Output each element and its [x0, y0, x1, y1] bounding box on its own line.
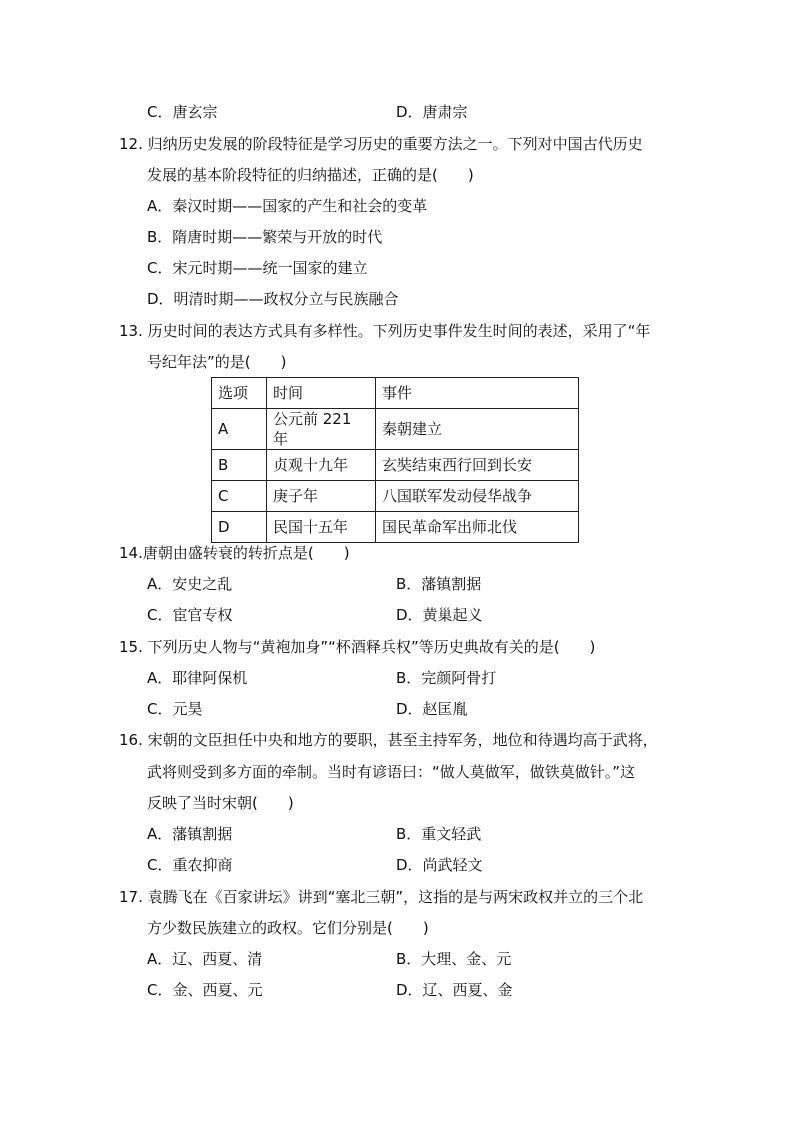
q16-stem-line1: 16. 宋朝的文臣担任中央和地方的要职，甚至主持军务，地位和待遇均高于武将，	[119, 731, 658, 749]
q17-stem-line1: 17. 袁腾飞在《百家讲坛》讲到“塞北三朝”，这指的是与两宋政权并立的三个北	[119, 888, 644, 906]
table-cell: 贞观十九年	[267, 450, 376, 481]
q11-option-c: C．唐玄宗	[147, 103, 218, 121]
q17-option-c: C．金、西夏、元	[147, 981, 263, 999]
q12-option-d: D．明清时期——政权分立与民族融合	[147, 290, 399, 308]
table-cell: B	[212, 450, 267, 481]
q12-stem-line2: 发展的基本阶段特征的归纳描述，正确的是( )	[147, 166, 474, 184]
table-row	[212, 512, 579, 543]
q14-option-c: C．宦官专权	[147, 606, 233, 624]
q14-option-b: B．藩镇割据	[396, 575, 482, 593]
q12-option-b: B．隋唐时期——繁荣与开放的时代	[147, 228, 383, 246]
table-row	[212, 409, 579, 450]
table-cell: 玄奘结束西行回到长安	[376, 450, 579, 481]
table-header-cell: 事件	[376, 378, 579, 409]
table-header-cell: 时间	[267, 378, 376, 409]
q13-stem-line2: 号纪年法”的是( )	[147, 353, 287, 371]
q17-option-a: A．辽、西夏、清	[147, 950, 263, 968]
table-cell: 民国十五年	[267, 512, 376, 543]
q17-stem-line2: 方少数民族建立的政权。它们分别是( )	[147, 919, 429, 937]
table-cell: 八国联军发动侵华战争	[376, 481, 579, 512]
q15-stem-line1: 15. 下列历史人物与“黄袍加身”“杯酒释兵权”等历史典故有关的是( )	[119, 638, 596, 656]
table-cell: C	[212, 481, 267, 512]
q16-stem-line3: 反映了当时宋朝( )	[147, 794, 294, 812]
q15-option-a: A．耶律阿保机	[147, 669, 248, 687]
q16-option-a: A．藩镇割据	[147, 825, 233, 843]
table-header-row	[212, 378, 579, 409]
table-cell: 公元前 221 年	[267, 409, 376, 450]
table-cell: 庚子年	[267, 481, 376, 512]
table-cell: D	[212, 512, 267, 543]
q14-option-d: D．黄巢起义	[396, 606, 483, 624]
table-header-cell: 选项	[212, 378, 267, 409]
q15-option-c: C．元昊	[147, 700, 203, 718]
q16-option-d: D．尚武轻文	[396, 856, 483, 874]
q17-option-d: D．辽、西夏、金	[396, 981, 513, 999]
table-cell: 秦朝建立	[376, 409, 579, 450]
q12-option-a: A．秦汉时期——国家的产生和社会的变革	[147, 197, 428, 215]
table-cell: A	[212, 409, 267, 450]
q15-option-b: B．完颜阿骨打	[396, 669, 497, 687]
q16-option-c: C．重农抑商	[147, 856, 233, 874]
q16-stem-line2: 武将则受到多方面的牵制。当时有谚语曰：“做人莫做军，做铁莫做针。”这	[147, 763, 636, 781]
q17-option-b: B．大理、金、元	[396, 950, 512, 968]
q13-table	[211, 377, 579, 543]
q14-stem-line1: 14.唐朝由盛转衰的转折点是( )	[119, 544, 350, 562]
table-row	[212, 450, 579, 481]
q14-option-a: A．安史之乱	[147, 575, 233, 593]
q13-stem-line1: 13. 历史时间的表达方式具有多样性。下列历史事件发生时间的表述，采用了“年	[119, 322, 651, 340]
q15-option-d: D．赵匡胤	[396, 700, 468, 718]
table-row	[212, 481, 579, 512]
q11-option-d: D．唐肃宗	[396, 103, 468, 121]
q16-option-b: B．重文轻武	[396, 825, 482, 843]
q12-option-c: C．宋元时期——统一国家的建立	[147, 259, 368, 277]
table-cell: 国民革命军出师北伐	[376, 512, 579, 543]
q12-stem-line1: 12. 归纳历史发展的阶段特征是学习历史的重要方法之一。下列对中国古代历史	[119, 135, 643, 153]
